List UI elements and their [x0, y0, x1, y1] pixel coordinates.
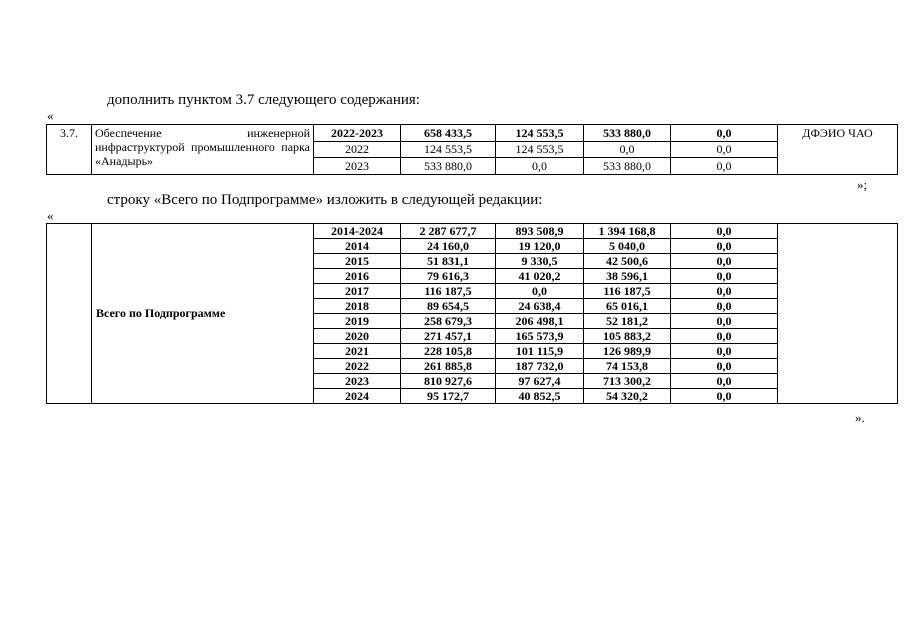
- period-cell: 2014-2024: [314, 224, 401, 239]
- period-cell: 2020: [314, 329, 401, 344]
- amount-cell: 9 330,5: [496, 254, 584, 269]
- period-cell: 2022-2023: [314, 125, 401, 142]
- subprogram-total-label: Всего по Подпрограмме: [92, 224, 314, 404]
- amount-cell: 0,0: [671, 142, 778, 158]
- amount-cell: 52 181,2: [584, 314, 671, 329]
- amount-cell: 0,0: [671, 389, 778, 404]
- amount-cell: 187 732,0: [496, 359, 584, 374]
- amount-cell: 124 553,5: [496, 125, 584, 142]
- amount-cell: 165 573,9: [496, 329, 584, 344]
- empty-org-cell: [778, 224, 898, 404]
- amount-cell: 124 553,5: [496, 142, 584, 158]
- total-amount-cell: 89 654,5: [401, 299, 496, 314]
- period-cell: 2018: [314, 299, 401, 314]
- empty-number-cell: [47, 224, 92, 404]
- item-3-7-table: [46, 124, 898, 175]
- amount-cell: 105 883,2: [584, 329, 671, 344]
- amount-cell: 0,0: [671, 344, 778, 359]
- period-cell: 2016: [314, 269, 401, 284]
- period-cell: 2017: [314, 284, 401, 299]
- amount-cell: 0,0: [671, 254, 778, 269]
- amount-cell: 126 989,9: [584, 344, 671, 359]
- amount-cell: 0,0: [671, 299, 778, 314]
- amount-cell: 0,0: [671, 269, 778, 284]
- period-cell: 2022: [314, 142, 401, 158]
- amount-cell: 0,0: [671, 359, 778, 374]
- open-quote-2: «: [47, 208, 54, 223]
- subprogram-total-table: [46, 223, 898, 404]
- period-cell: 2023: [314, 158, 401, 175]
- amount-cell: 1 394 168,8: [584, 224, 671, 239]
- close-quote-1: »;: [857, 177, 868, 192]
- amount-cell: 206 498,1: [496, 314, 584, 329]
- amount-cell: 40 852,5: [496, 389, 584, 404]
- amount-cell: 65 016,1: [584, 299, 671, 314]
- total-amount-cell: 79 616,3: [401, 269, 496, 284]
- total-amount-cell: 258 679,3: [401, 314, 496, 329]
- amount-cell: 97 627,4: [496, 374, 584, 389]
- table-row: [47, 224, 898, 239]
- close-quote-2: ».: [855, 410, 865, 425]
- amount-cell: 0,0: [671, 329, 778, 344]
- amount-cell: 5 040,0: [584, 239, 671, 254]
- total-amount-cell: 2 287 677,7: [401, 224, 496, 239]
- amount-cell: 0,0: [671, 224, 778, 239]
- item-number: 3.7.: [47, 125, 92, 175]
- intro-text-1: дополнить пунктом 3.7 следующего содержания:: [107, 92, 420, 108]
- amount-cell: 0,0: [671, 158, 778, 175]
- amount-cell: 38 596,1: [584, 269, 671, 284]
- amount-cell: 0,0: [496, 158, 584, 175]
- total-amount-cell: 228 105,8: [401, 344, 496, 359]
- item-description: Обеспечение инженерной инфраструктурой промышленного парка «Анадырь»: [92, 125, 314, 175]
- amount-cell: 893 508,9: [496, 224, 584, 239]
- total-amount-cell: 658 433,5: [401, 125, 496, 142]
- responsible-org: ДФЭИО ЧАО: [778, 125, 898, 175]
- amount-cell: 533 880,0: [584, 125, 671, 142]
- open-quote-1: «: [47, 108, 54, 123]
- amount-cell: 74 153,8: [584, 359, 671, 374]
- period-cell: 2021: [314, 344, 401, 359]
- table-row: [47, 125, 898, 142]
- total-amount-cell: 24 160,0: [401, 239, 496, 254]
- total-amount-cell: 51 831,1: [401, 254, 496, 269]
- total-amount-cell: 95 172,7: [401, 389, 496, 404]
- amount-cell: 54 320,2: [584, 389, 671, 404]
- period-cell: 2015: [314, 254, 401, 269]
- total-amount-cell: 533 880,0: [401, 158, 496, 175]
- amount-cell: 0,0: [671, 284, 778, 299]
- total-amount-cell: 271 457,1: [401, 329, 496, 344]
- total-amount-cell: 124 553,5: [401, 142, 496, 158]
- period-cell: 2022: [314, 359, 401, 374]
- period-cell: 2023: [314, 374, 401, 389]
- amount-cell: 0,0: [584, 142, 671, 158]
- amount-cell: 41 020,2: [496, 269, 584, 284]
- amount-cell: 42 500,6: [584, 254, 671, 269]
- amount-cell: 533 880,0: [584, 158, 671, 175]
- period-cell: 2024: [314, 389, 401, 404]
- amount-cell: 0,0: [496, 284, 584, 299]
- intro-text-2: строку «Всего по Подпрограмме» изложить в следующей редакции:: [107, 192, 543, 208]
- total-amount-cell: 261 885,8: [401, 359, 496, 374]
- total-amount-cell: 810 927,6: [401, 374, 496, 389]
- amount-cell: 0,0: [671, 125, 778, 142]
- total-amount-cell: 116 187,5: [401, 284, 496, 299]
- period-cell: 2014: [314, 239, 401, 254]
- amount-cell: 116 187,5: [584, 284, 671, 299]
- amount-cell: 24 638,4: [496, 299, 584, 314]
- amount-cell: 713 300,2: [584, 374, 671, 389]
- amount-cell: 101 115,9: [496, 344, 584, 359]
- amount-cell: 0,0: [671, 374, 778, 389]
- amount-cell: 19 120,0: [496, 239, 584, 254]
- amount-cell: 0,0: [671, 239, 778, 254]
- amount-cell: 0,0: [671, 314, 778, 329]
- period-cell: 2019: [314, 314, 401, 329]
